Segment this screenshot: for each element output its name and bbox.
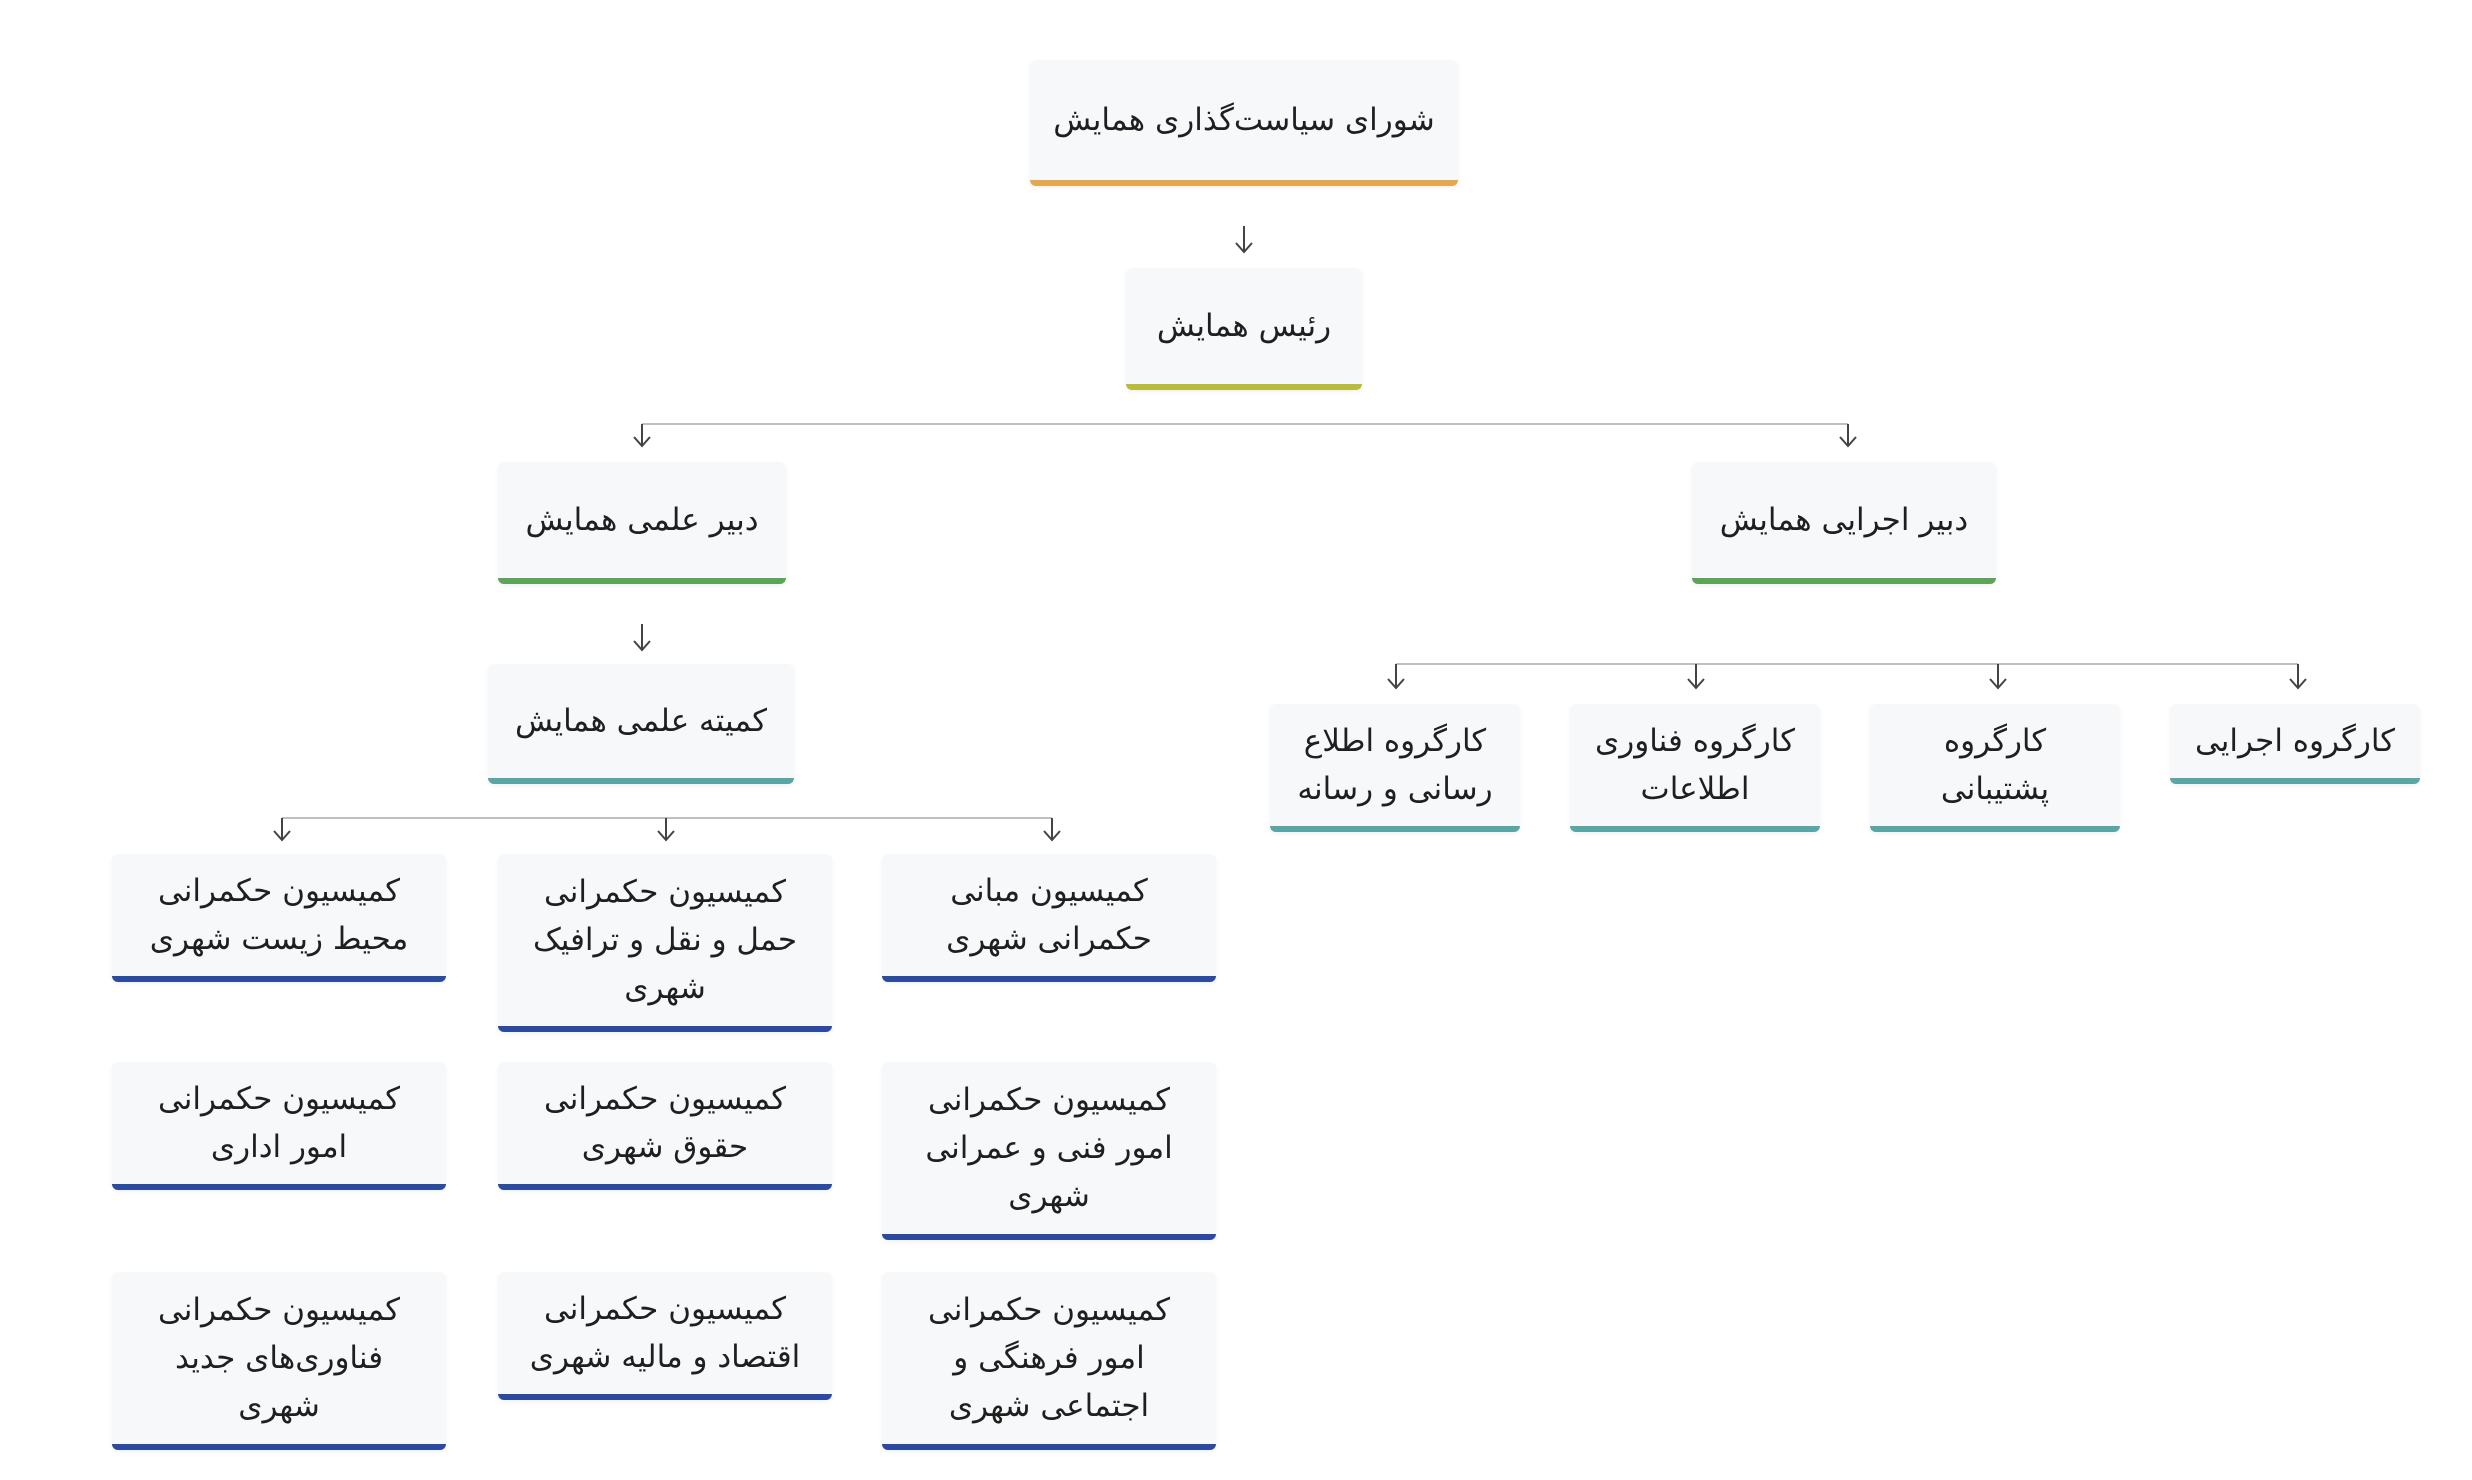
- node-label: کمیسیون حکمرانی اقتصاد و مالیه شهری: [529, 1291, 801, 1375]
- node-label: کمیسیون حکمرانی امور فرهنگی و اجتماعی شهری: [927, 1292, 1171, 1424]
- node-label: کمیته علمی همایش: [514, 703, 768, 739]
- node-label: دبیر اجرایی همایش: [1719, 502, 1969, 538]
- accent-bar: [112, 1184, 446, 1190]
- node-label: رئیس همایش: [1156, 308, 1332, 344]
- node-wg-media: [1270, 704, 1520, 832]
- node-exec-secretary: [1692, 462, 1996, 584]
- accent-bar: [1270, 826, 1520, 832]
- node-wg-it: [1570, 704, 1820, 832]
- accent-bar: [498, 1026, 832, 1032]
- node-label: کمیسیون حکمرانی امور اداری: [157, 1081, 401, 1165]
- arrow-down-icon: [658, 818, 674, 840]
- node-label: دبیر علمی همایش: [525, 502, 759, 538]
- node-com-culture: [882, 1272, 1216, 1450]
- arrow-down-icon: [1990, 664, 2006, 688]
- accent-bar: [1692, 578, 1996, 584]
- accent-bar: [488, 778, 794, 784]
- accent-bar: [1126, 384, 1362, 390]
- node-com-tech: [112, 1272, 446, 1450]
- accent-bar: [882, 976, 1216, 982]
- arrow-down-icon: [1388, 664, 1404, 688]
- accent-bar: [882, 1234, 1216, 1240]
- node-sci-committee: [488, 664, 794, 784]
- node-com-civil: [882, 1062, 1216, 1240]
- node-council: [1030, 60, 1458, 186]
- accent-bar: [1030, 180, 1458, 186]
- node-com-transport: [498, 854, 832, 1032]
- node-com-foundations: [882, 854, 1216, 982]
- arrow-down-icon: [634, 424, 650, 446]
- arrow-down-icon: [1840, 424, 1856, 446]
- accent-bar: [112, 976, 446, 982]
- node-label: کمیسیون حکمرانی حمل و نقل و ترافیک شهری: [533, 874, 797, 1006]
- node-com-admin: [112, 1062, 446, 1190]
- node-com-economy: [498, 1272, 832, 1400]
- arrow-down-icon: [1044, 818, 1060, 840]
- node-wg-support: [1870, 704, 2120, 832]
- arrow-down-icon: [274, 818, 290, 840]
- node-label: کمیسیون مبانی حکمرانی شهری: [946, 873, 1152, 957]
- accent-bar: [498, 1184, 832, 1190]
- node-president: [1126, 268, 1362, 390]
- accent-bar: [2170, 778, 2420, 784]
- node-wg-exec: [2170, 704, 2420, 784]
- node-com-law: [498, 1062, 832, 1190]
- node-com-environment: [112, 854, 446, 982]
- node-label: کارگروه اجرایی: [2194, 723, 2396, 759]
- arrow-down-icon: [634, 624, 650, 650]
- node-sci-secretary: [498, 462, 786, 584]
- node-label: کمیسیون حکمرانی امور فنی و عمرانی شهری: [925, 1082, 1173, 1214]
- arrow-down-icon: [2290, 664, 2306, 688]
- node-label: کمیسیون حکمرانی محیط زیست شهری: [149, 873, 409, 957]
- accent-bar: [1570, 826, 1820, 832]
- accent-bar: [112, 1444, 446, 1450]
- arrow-down-icon: [1688, 664, 1704, 688]
- node-label: کارگروه پشتیبانی: [1940, 723, 2050, 807]
- accent-bar: [498, 1394, 832, 1400]
- node-label: شورای سیاست‌گذاری همایش: [1053, 102, 1435, 138]
- accent-bar: [498, 578, 786, 584]
- node-label: کارگروه فناوری اطلاعات: [1595, 723, 1795, 807]
- accent-bar: [882, 1444, 1216, 1450]
- node-label: کمیسیون حکمرانی حقوق شهری: [543, 1081, 787, 1165]
- node-label: کارگروه اطلاع رسانی و رسانه: [1297, 723, 1493, 807]
- accent-bar: [1870, 826, 2120, 832]
- node-label: کمیسیون حکمرانی فناوری‌های جدید شهری: [157, 1292, 401, 1424]
- arrow-down-icon: [1236, 226, 1252, 252]
